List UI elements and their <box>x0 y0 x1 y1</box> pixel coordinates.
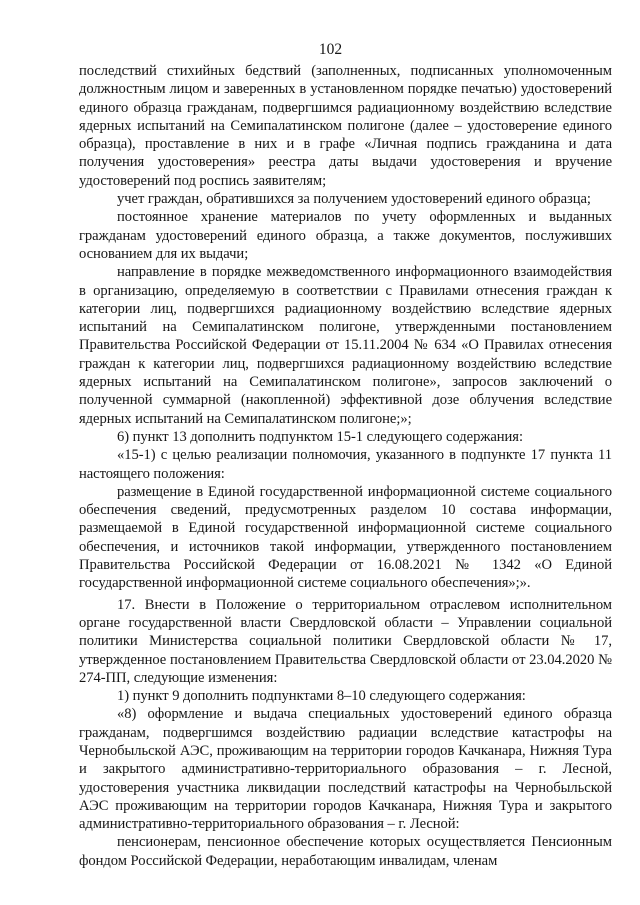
paragraph-p3: постоянное хранение материалов по учету оформленных и выданных гражданам удостоверений единого образца, а также документов, послуживших основанием для их выдачи; <box>79 209 612 262</box>
paragraph-p4: направление в порядке межведомственного информационного взаимодействия в организацию, определяемую в соответствии с Правилами отнесения граждан к категории лиц, подвергшихся радиационному воздействию вследствие ядерных испытаний на Семипалатинском полигоне, утвержденными постановлением Правительства Российской Федерации от 15.11.2004 № 634 «О Правилах отнесения граждан к категории лиц, подвергшихся радиационному воздействию вследствие ядерных испытаний на Семипалатинском полигоне», запросов заключений о полученной суммарной (накопленной) эффективной дозе облучения вследствие ядерных испытаний на Семипалатинском полигоне;»; <box>79 264 612 427</box>
paragraph-p1: последствий стихийных бедствий (заполненных, подписанных уполномоченным должностным лицом и заверенных в установленном порядке печатью) удостоверений единого образца гражданам, подвергшимся радиационному воздействию вследствие ядерных испытаний на Семипалатинском полигоне (далее – удостоверение единого образца), проставление в них и в графе «Личная подпись гражданина и дата получения удостоверения» реестра даты выдачи удостоверения и вручение удостоверений под роспись заявителям; <box>79 63 612 189</box>
paragraph-p7: размещение в Единой государственной информационной системе социального обеспечения сведений, предусмотренных разделом 10 состава информации, размещаемой в Единой государственной информационной системе социального обеспечения, и источников такой информации, утвержденного постановлением Правительства Российской Федерации от 16.08.2021 № 1342 «О Единой государственной информационной системе социального обеспечения»;». <box>79 483 612 592</box>
paragraph-p11: пенсионерам, пенсионное обеспечение которых осуществляется Пенсионным фондом Российской Федерации, неработающим инвалидам, членам <box>79 834 612 869</box>
paragraph-p10: «8) оформление и выдача специальных удостоверений единого образца гражданам, подвергшимся воздействию радиации вследствие катастрофы на Чернобыльской АЭС, проживающим на территории городов Качканара, Нижняя Тура и закрытого административно-территориального образования – г. Лесной, удостоверения участника ликвидации последствий катастрофы на Чернобыльской АЭС проживающим на территории городов Качканара, Нижняя Тура и закрытого административно-территориального образования – г. Лесной: <box>79 706 612 833</box>
paragraph-p2: учет граждан, обратившихся за получением удостоверений единого образца; <box>117 191 591 208</box>
paragraph-p5: 6) пункт 13 дополнить подпунктом 15-1 следующего содержания: <box>117 428 523 445</box>
paragraph-p8: 17. Внести в Положение о территориальном отраслевом исполнительном органе государственной власти Свердловской области – Управлении социальной политики Министерства социальной политики Свердловской области № 17, утвержденное постановлением Правительства Свердловской области от 23.04.2020 № 274-ПП, следующие изменения: <box>79 596 612 686</box>
page-number: 102 <box>318 41 343 58</box>
paragraph-p9: 1) пункт 9 дополнить подпунктами 8–10 следующего содержания: <box>117 688 526 705</box>
document-body <box>79 62 612 870</box>
paragraph-p6: «15-1) с целью реализации полномочия, указанного в подпункте 17 пункта 11 настоящего положения: <box>79 447 612 482</box>
